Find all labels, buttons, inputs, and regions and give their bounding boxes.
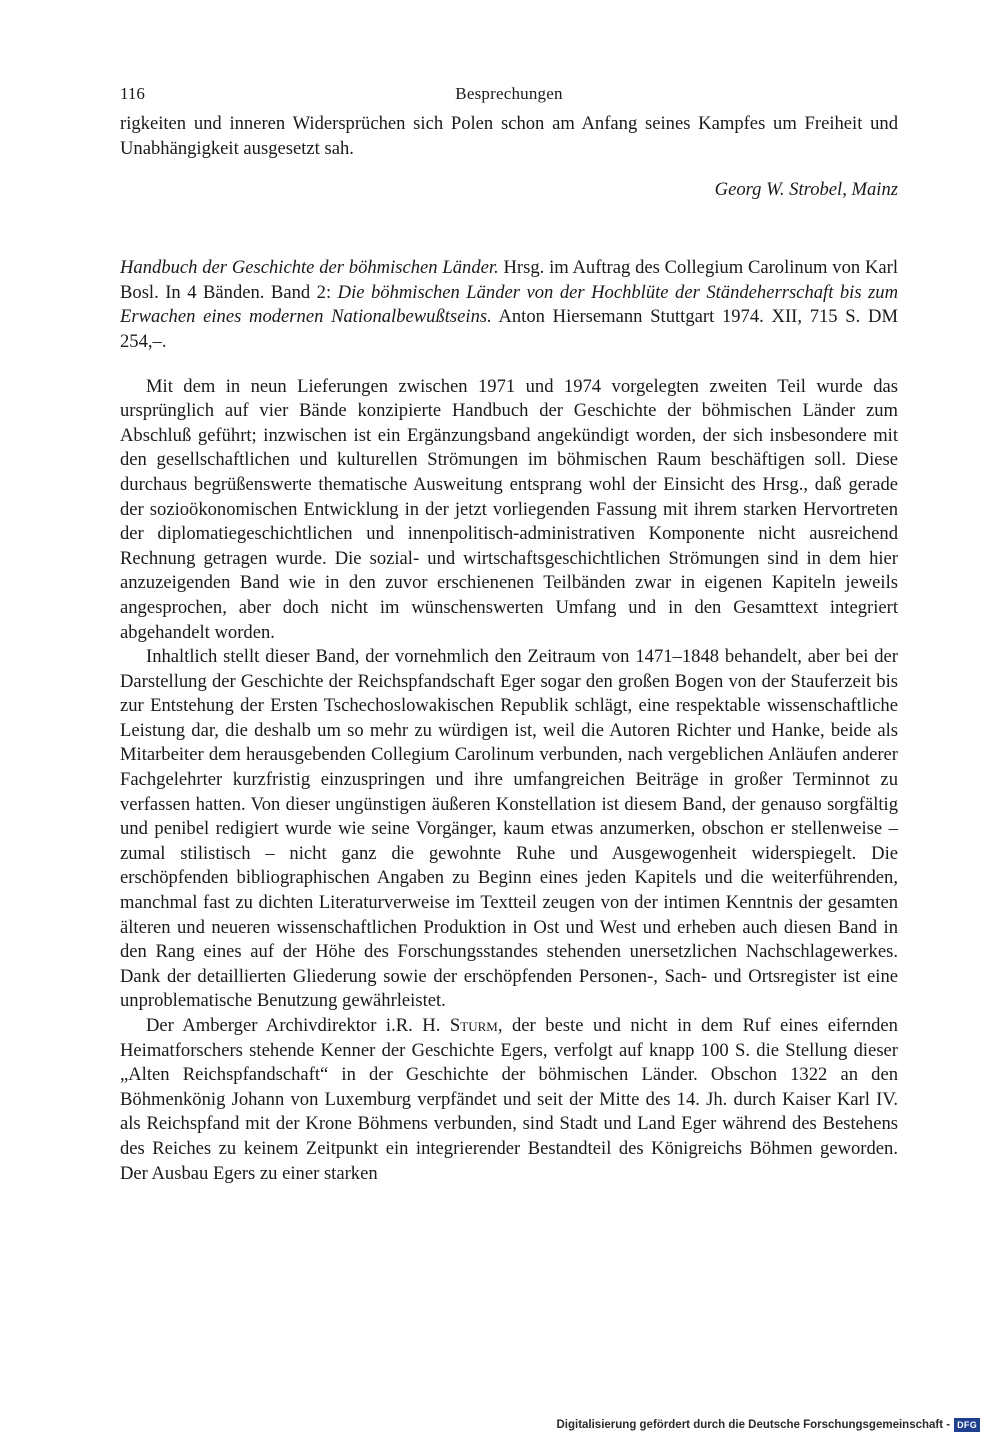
page-number: 116 <box>120 84 145 103</box>
volume-subtitle: Die böhmischen Länder von der Hochblüte der Ständeherrschaft bis zum Erwachen eines modernen Nationalbewußtseins. <box>120 281 899 328</box>
footer-text: Digitalisierung gefördert durch die Deutsche Forschungsgemeinschaft - <box>556 1419 951 1431</box>
book-title: Handbuch der Geschichte der böhmischen Länder. <box>120 257 499 279</box>
reviewer-signature: Georg W. Strobel, Mainz <box>714 179 898 201</box>
digitization-footer <box>556 1418 980 1432</box>
book-details: Hrsg. im Auftrag des Collegium Carolinum von Karl Bosl. In 4 Bänden. Band 2: <box>120 257 898 303</box>
review-body <box>120 375 898 1187</box>
running-head <box>120 84 898 112</box>
bibliographic-entry <box>120 256 898 354</box>
body-paragraph-1: Mit dem in neun Lieferungen zwischen 1971 und 1974 vorgelegten zweiten Teil wurde das ursprünglich auf vier Bände konzipierte Handbuch der Geschichte der böhmischen Länder zum Abschluß geführt; inzwischen ist ein Ergänzungsband angekündigt worden, der sich insbesondere mit den gesellschaftlichen und kulturellen Strömungen im böhmischen Raum beschäftigen soll. Diese durchaus begrüßenswerte thematische Ausweitung entsprang wohl der Einsicht des Hrsg., daß gerade der sozioökonomischen Entwicklung in der jetzt vorliegenden Fassung mit ihrem starken Hervortreten der diplomatiegeschichtlichen und innenpolitisch-administrativen Komponente nicht ausreichend Rechnung getragen wurde. Die sozial- und wirtschaftsgeschichtlichen Strömungen sind in dem hier anzuzeigenden Band wie in den zuvor erschienenen Teilbänden zwar in eigenen Kapiteln jeweils angesprochen, aber doch nicht im wünschenswerten Umfang und in den Gesamttext integriert abgehandelt worden. <box>120 375 898 643</box>
body-paragraph-3 <box>120 1014 898 1186</box>
document-page <box>120 84 898 1186</box>
paragraph-3-rest: , der beste und nicht in dem Ruf eines eifernden Heimatforschers stehende Kenner der Geschichte Egers, verfolgt auf knapp 100 S. die Stellung dieser „Alten Reichspfandschaft“ in der Geschichte der böhmischen Länder. Obschon 1322 an den Böhmenkönig Johann von Luxemburg verpfändet und seit der Mitte des 14. Jh. durch Kaiser Karl IV. als Reichspfand mit der Krone Böhmens verbunden, sind Stadt und Land Eger während des Bestehens des Reiches zu keinem Zeitpunkt ein integrierender Bestandteil des Königreichs Böhmen geworden. Der Ausbau Egers zu einer starken <box>120 1015 898 1184</box>
dfg-logo: DFG <box>954 1418 980 1432</box>
publication-details: Anton Hiersemann Stuttgart 1974. XII, 715 S. DM 254,–. <box>120 306 898 352</box>
running-head-title: Besprechungen <box>455 84 563 103</box>
previous-review-continuation: rigkeiten und inneren Widersprüchen sich Polen schon am Anfang seines Kampfes um Freiheit und Unabhängigkeit ausgesetzt sah. <box>120 113 898 159</box>
paragraph-3-start: Der Amberger Archivdirektor i.R. H. <box>146 1015 450 1036</box>
body-paragraph-2: Inhaltlich stellt dieser Band, der vornehmlich den Zeitraum von 1471–1848 behandelt, aber bei der Darstellung der Geschichte der Reichspfandschaft Eger sogar den großen Bogen von der Stauferzeit bis zur Entstehung der Ersten Tschechoslowakischen Republik schlägt, eine respektable wissenschaftliche Leistung dar, die deshalb um so mehr zu würdigen ist, weil die Autoren Richter und Hanke, beide als Mitarbeiter dem herausgebenden Collegium Carolinum verbunden, nach vergeblichen Anläufen anderer Fachgelehrter kurzfristig einzuspringen und ihre umfangreichen Beiträge in großer Terminnot zu verfassen hatten. Von dieser ungünstigen äußeren Konstellation ist diesem Band, der genauso sorgfältig und penibel redigiert wurde wie seine Vorgänger, kaum etwas anzumerken, obschon er stellenweise – zumal stilistisch – nicht ganz die gewohnte Ruhe und Ausgewogenheit widerspiegelt. Die erschöpfenden bibliographischen Angaben zu Beginn eines jeden Kapitels und die weiterführenden, manchmal fast zu dichten Literaturverweise im Textteil zeugen von der intimen Kenntnis der gesamten älteren und neueren wissenschaftlichen Produktion in Ost und West und erheben auch diesen Band in den Rang eines auf der Höhe des Forschungsstandes stehenden unersetzlichen Nachschlagewerkes. Dank der detaillierten Gliederung sowie der erschöpfenden Personen-, Sach- und Ortsregister ist eine unproblematische Benutzung gewährleistet. <box>120 646 898 1012</box>
author-name-sturm: Sturm <box>449 1015 498 1036</box>
